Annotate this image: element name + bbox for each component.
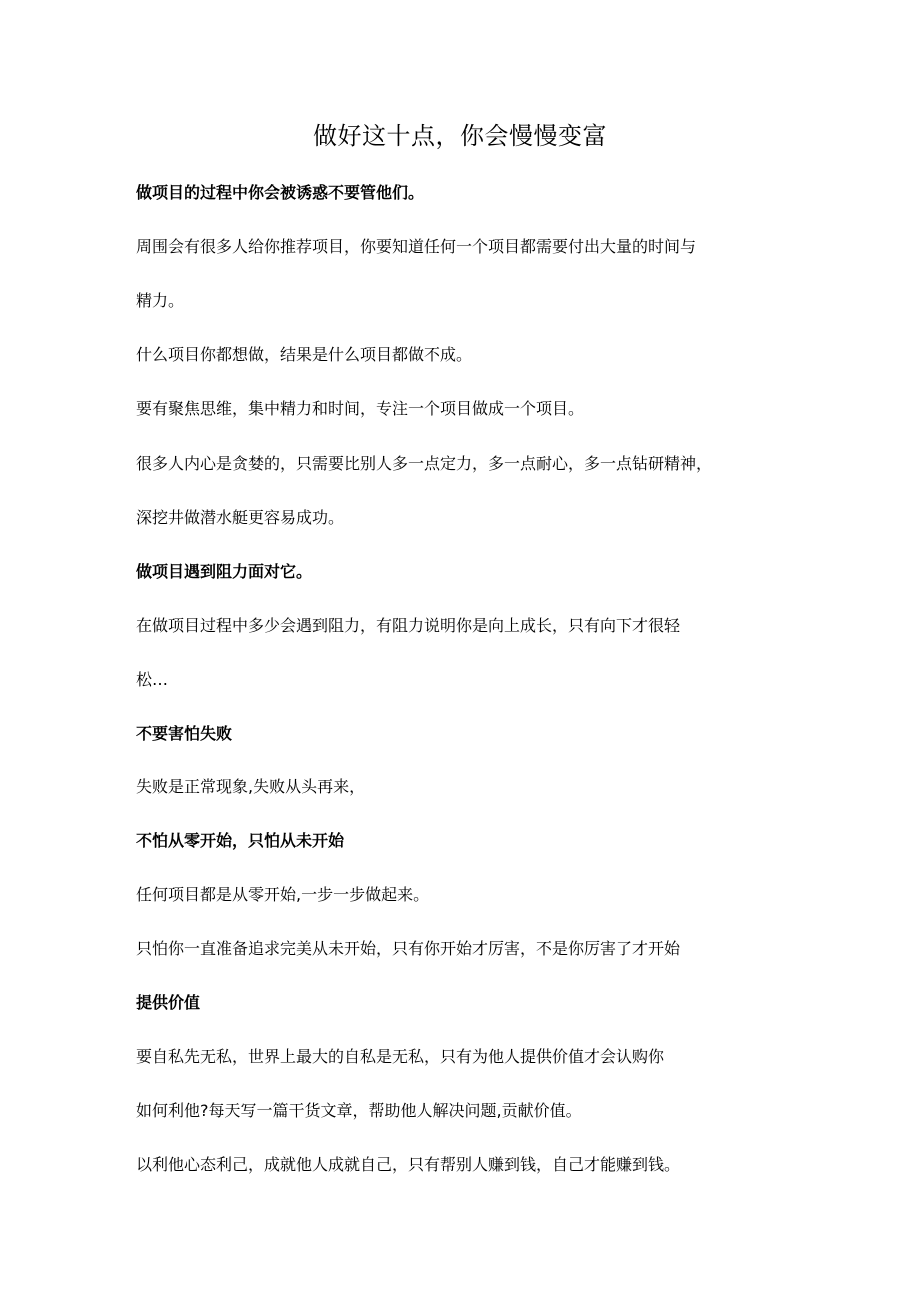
paragraph-line: 在做项目过程中多少会遇到阻力，有阻力说明你是向上成长，只有向下才很轻 [136,616,681,635]
document-title: 做好这十点，你会慢慢变富 [313,122,607,150]
paragraph-line: 以利他心态利己，成就他人成就自己，只有帮别人赚到钱，自己才能赚到钱。 [136,1155,681,1174]
paragraph-line: 什么项目你都想做，结果是什么项目都做不成。 [136,345,473,364]
section-heading: 不要害怕失败 [136,724,233,743]
paragraph-line: 精力。 [136,291,185,310]
section-heading: 做项目遇到阻力面对它。 [136,562,313,581]
paragraph-line: 很多人内心是贪婪的，只需要比别人多一点定力，多一点耐心，多一点钻研精神， [136,454,713,473]
paragraph-line: 要自私先无私，世界上最大的自私是无私，只有为他人提供价值才会认购你 [136,1047,665,1066]
paragraph-line: 周围会有很多人给你推荐项目，你要知道任何一个项目都需要付出大量的时间与 [136,237,697,256]
section-heading: 提供价值 [136,993,201,1012]
paragraph-line: 只怕你一直准备追求完美从未开始，只有你开始才厉害，不是你厉害了才开始 [136,939,681,958]
paragraph-line: 如何利他?每天写一篇干货文章，帮助他人解决问题,贡献价值。 [136,1101,582,1120]
paragraph-line: 任何项目都是从零开始,一步一步做起来。 [136,885,430,904]
section-heading: 不怕从零开始，只怕从未开始 [136,831,345,850]
paragraph-line: 深挖井做潜水艇更容易成功。 [136,508,345,527]
section-heading: 做项目的过程中你会被诱惑不要管他们。 [136,183,425,202]
paragraph-line: 失败是正常现象,失败从头再来， [136,777,366,796]
paragraph-line: 要有聚焦思维，集中精力和时间，专注一个项目做成一个项目。 [136,399,585,418]
paragraph-line: 松… [136,670,169,689]
